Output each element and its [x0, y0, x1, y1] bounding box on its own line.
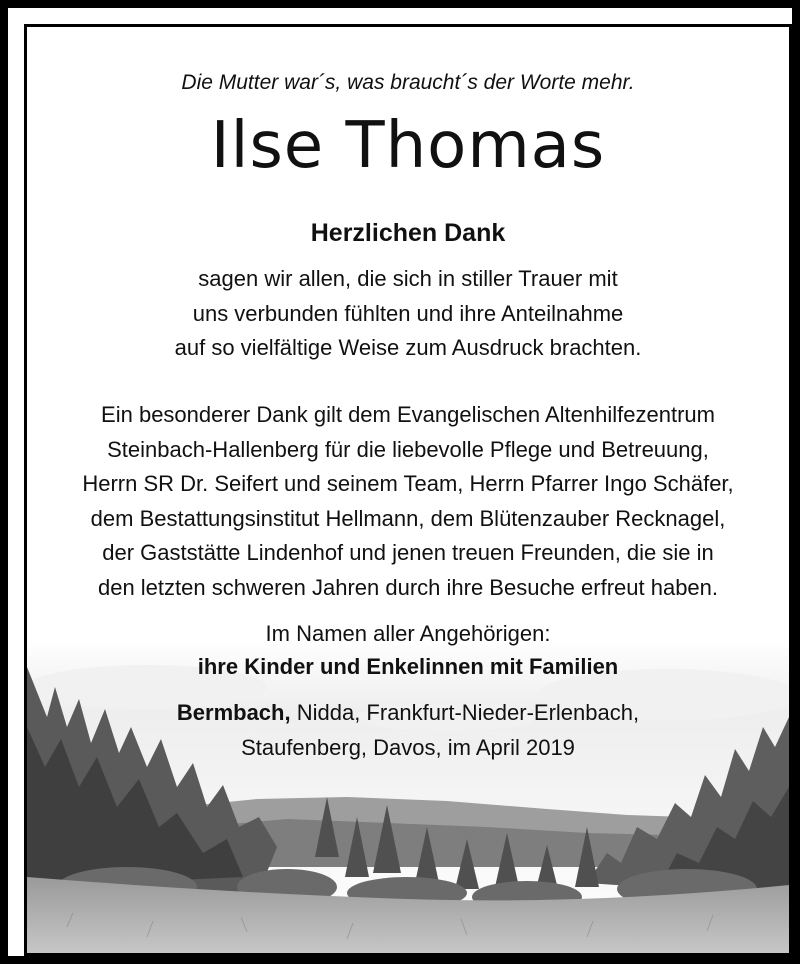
- place-bold: Bermbach,: [176, 700, 291, 725]
- closing-line: Im Namen aller Angehörigen:: [265, 621, 551, 646]
- special-thanks-line: Steinbach-Hallenberg für die liebevolle Pflege und Betreuung,: [107, 436, 709, 462]
- thanks-line: auf so vielfältige Weise zum Ausdruck brachten.: [174, 335, 642, 360]
- places-and-date: [27, 696, 789, 765]
- special-thanks-line: Herrn SR Dr. Seifert und seinem Team, Herrn Pfarrer Ingo Schäfer,: [82, 471, 734, 496]
- place-rest: Nidda, Frankfurt-Nieder-Erlenbach,: [290, 700, 640, 725]
- special-thanks-line: der Gaststätte Lindenhof und jenen treuen Freunden, die sie in: [102, 540, 714, 565]
- places-line-2: Staufenberg, Davos, im April 2019: [241, 734, 575, 760]
- special-thanks-line: den letzten schweren Jahren durch ihre Besuche erfreut haben.: [97, 574, 719, 600]
- motto: Die Mutter war´s, was braucht´s der Worte mehr.: [181, 71, 635, 94]
- thanks-line: uns verbunden fühlten und ihre Anteilnahme: [192, 300, 624, 326]
- thanks-paragraph: [27, 262, 789, 366]
- places-line-1: [27, 696, 789, 731]
- special-thanks-line: Ein besonderer Dank gilt dem Evangelischen Altenhilfezentrum: [101, 402, 715, 427]
- notice-panel: [24, 24, 792, 956]
- thanks-heading: Herzlichen Dank: [310, 219, 506, 247]
- thanks-line: sagen wir allen, die sich in stiller Trauer mit: [198, 266, 618, 291]
- special-thanks-paragraph: [27, 398, 789, 605]
- family-signature: ihre Kinder und Enkelinnen mit Familien: [197, 654, 619, 679]
- deceased-name: Ilse Thomas: [210, 109, 606, 183]
- special-thanks-line: dem Bestattungsinstitut Hellmann, dem Blütenzauber Recknagel,: [90, 505, 726, 531]
